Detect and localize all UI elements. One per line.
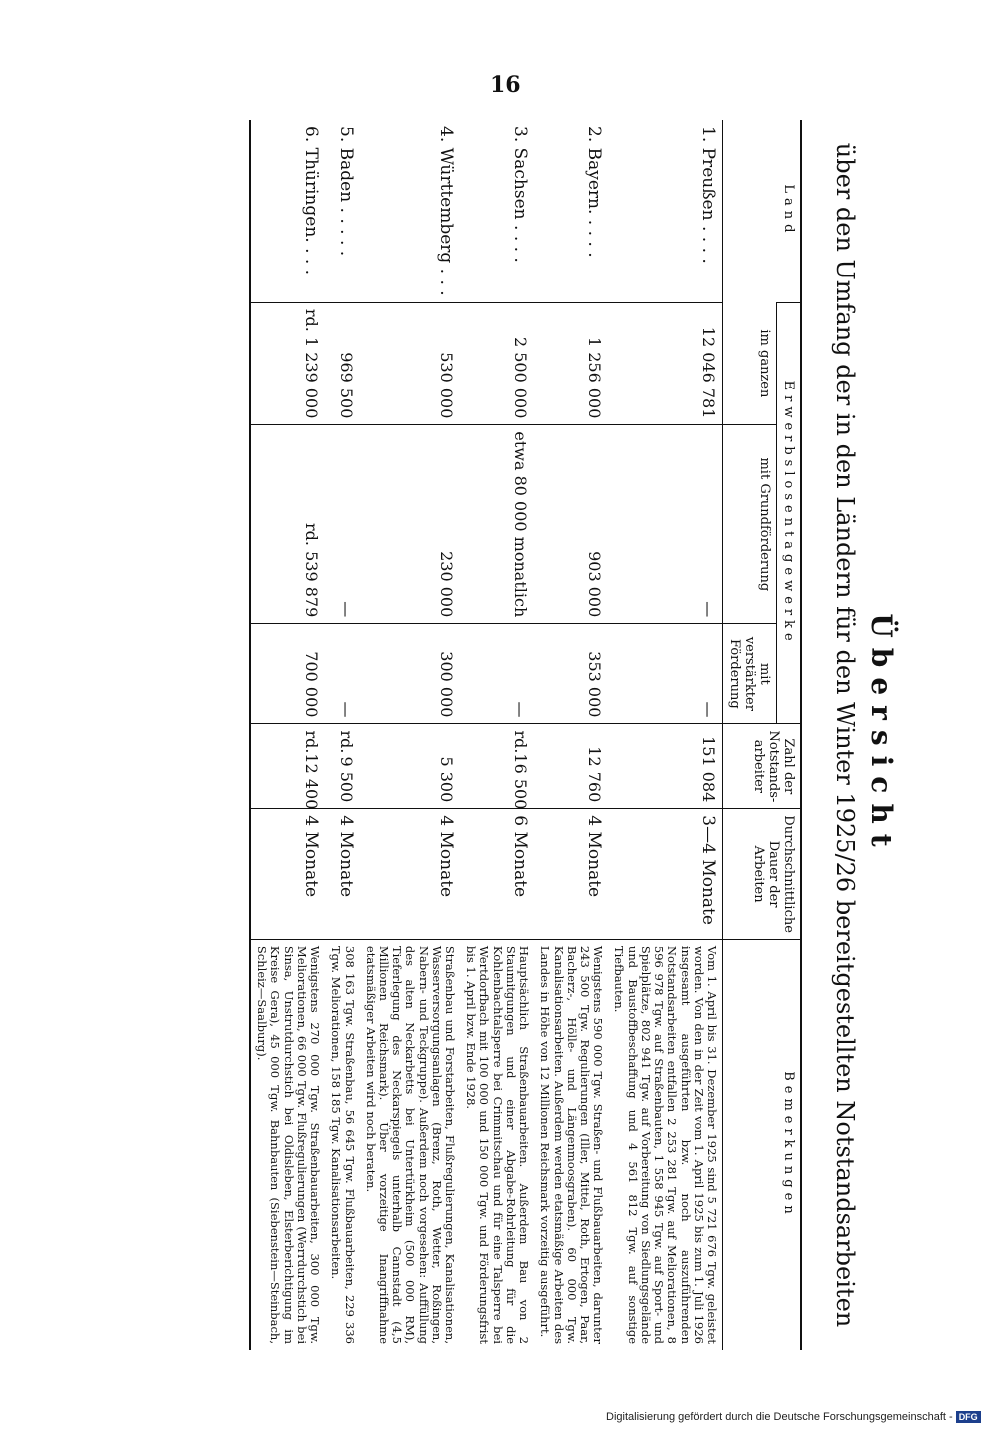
land-cell	[325, 120, 359, 302]
im-ganzen-cell	[534, 302, 608, 425]
col-zahl: Zahl der Notstandsarbeiter	[723, 724, 802, 809]
verstaerkte-cell-text: —	[699, 701, 718, 718]
grundfoerderung-cell-text: —	[699, 601, 718, 618]
page-subtitle: über den Umfang der in den Ländern für den Winter 1925/26 bereitgestellten Notstandsarbeiten	[831, 142, 859, 1328]
grundfoerderung-cell-text: 903 000	[585, 551, 605, 618]
im-ganzen-cell	[608, 302, 722, 425]
verstaerkte-cell	[460, 624, 534, 724]
im-ganzen-cell	[325, 302, 359, 425]
col-land: Land	[723, 120, 802, 302]
bemerkungen-cell-text: Vom 1. April bis 31. Dezember 1925 sind 5 721 676 Tgw. geleistet worden. Von den in der Zeit vom 1. April 1925 bis zum 1. Juli 1926 insgesamt ausgeführten bzw. noch auszuführenden Notstandsarbeiten entfallen 2 253 281 Tgw. auf Meliorationen, 8 596 978 Tgw. auf Straßenbauten, 1 558 945 Tgw. auf Sport- und Spielplätze, 802 941 Tgw. auf Vorbereitung von Siedlungsgelände und Baustoffbeschaffung und 4 561 812 Tgw. auf sonstige Tiefbauten.	[612, 945, 719, 1344]
col-group-erwerbslose: Erwerbslosentagewerke	[777, 302, 802, 724]
dauer-cell	[460, 809, 534, 940]
dauer-cell-text: 3—4 Monate	[698, 815, 718, 925]
col-dauer: Durchschnittliche Dauer der Arbeiten	[723, 809, 802, 940]
dauer-cell-text: 4 Monate	[301, 815, 322, 898]
dauer-cell-text: 4 Monate	[335, 815, 356, 898]
bemerkungen-cell	[608, 939, 722, 1350]
land-cell-text: 3. Sachsen . . . .	[510, 126, 531, 263]
bemerkungen-cell	[325, 939, 359, 1350]
rotated-table-sheet	[112, 120, 902, 1350]
dauer-cell	[250, 809, 325, 940]
grundfoerderung-cell	[360, 425, 461, 624]
heading	[831, 120, 902, 1350]
land-cell	[534, 120, 608, 302]
im-ganzen-cell-text: 12 046 781	[699, 326, 718, 419]
zahl-cell	[360, 724, 461, 809]
land-cell-text: 6. Thüringen. . . .	[301, 126, 322, 276]
table-row	[534, 120, 608, 1350]
zahl-cell	[608, 724, 722, 809]
col-bemerkungen: Bemerkungen	[723, 939, 802, 1350]
land-cell-text: 1. Preußen . . . .	[698, 126, 718, 264]
verstaerkte-cell-text: 353 000	[585, 651, 605, 718]
dfg-logo: DFG	[956, 1411, 981, 1423]
zahl-prefix: rd.	[302, 730, 322, 754]
bemerkungen-cell	[460, 939, 534, 1350]
im-ganzen-cell-text: 969 500	[336, 352, 356, 419]
bemerkungen-cell-text: Wenigstens 590 000 Tgw. Straßen- und Flußbauarbeiten, darunter 243 500 Tgw. Regulierungen (Iller, Mittel, Roth, Ertogen, Paar, Bacherz-, Hölle- und Längenmoosgraben). 60 000 Tgw. Kanalisationsarbeiten. Außerdem werden etatsmäßige Arbeiten des Landes in Höhe von 12 Millionen Reichsmark vorzeitig ausgeführt.	[538, 945, 606, 1344]
verstaerkte-cell-text: 300 000	[437, 651, 457, 718]
grundfoerderung-cell-text: etwa 80 000 monatlich	[511, 431, 531, 618]
land-cell	[460, 120, 534, 302]
verstaerkte-cell	[250, 624, 325, 724]
im-ganzen-cell	[460, 302, 534, 425]
verstaerkte-cell	[534, 624, 608, 724]
land-cell	[250, 120, 325, 302]
grundfoerderung-cell-text: rd. 539 879	[302, 523, 322, 618]
zahl-cell-text: 12 760	[585, 746, 605, 803]
verstaerkte-cell	[608, 624, 722, 724]
im-ganzen-cell-text: 530 000	[437, 352, 457, 419]
zahl-cell	[534, 724, 608, 809]
zahl-cell	[250, 724, 325, 809]
grundfoerderung-cell	[250, 425, 325, 624]
grundfoerderung-cell-text: 230 000	[437, 551, 457, 618]
dauer-cell-text: 4 Monate	[584, 815, 605, 898]
table-row	[608, 120, 722, 1350]
page-title: Übersicht	[865, 613, 898, 857]
zahl-cell	[460, 724, 534, 809]
verstaerkte-cell-text: 700 000	[302, 651, 322, 718]
zahl-cell-text: 151 084	[699, 736, 718, 803]
bemerkungen-cell	[534, 939, 608, 1350]
table-row	[325, 120, 359, 1350]
table-row	[460, 120, 534, 1350]
page-number: 16	[490, 72, 521, 98]
zahl-cell-text: 12 400	[302, 753, 322, 810]
col-grundfoerderung: mit Grundförderung	[723, 425, 777, 624]
dauer-cell	[534, 809, 608, 940]
grundfoerderung-cell	[460, 425, 534, 624]
bemerkungen-cell-text: 308 163 Tgw. Straßenbau, 56 645 Tgw. Flußbauarbeiten, 229 336 Tgw. Meliorationen, 158 185 Tgw. Kanalisationsarbeiten.	[329, 945, 357, 1344]
bemerkungen-cell-text: Wenigstens 270 000 Tgw. Straßenbauarbeiten, 300 000 Tgw. Meliorationen, 66 000 Tgw. Flußregulierungen (Werrdurchstich bei Sinsa, Unstrutdurchstich bei Oldisleben, Elsterberichtigung im Kreise Gera), 45 000 Tgw. Bahnbauten (Siebenstein—Steinbach, Schleiz—Saalburg).	[255, 945, 323, 1344]
land-cell-text: 4. Württemberg . . .	[436, 126, 457, 296]
footer-text: Digitalisierung gefördert durch die Deutsche Forschungsgemeinschaft -	[606, 1411, 953, 1423]
land-cell-text: 5. Baden . . . . .	[335, 126, 356, 257]
land-cell	[360, 120, 461, 302]
zahl-prefix: rd.	[336, 730, 356, 754]
dauer-cell	[360, 809, 461, 940]
zahl-cell-text: 9 500	[336, 756, 356, 803]
overview-table	[249, 120, 802, 1350]
zahl-prefix: rd.	[511, 730, 531, 754]
verstaerkte-cell-text: —	[336, 701, 356, 718]
col-im-ganzen: im ganzen	[723, 302, 777, 425]
land-cell-text: 2. Bayern. . . . .	[584, 126, 605, 258]
grundfoerderung-cell-text: —	[336, 601, 356, 618]
land-cell	[608, 120, 722, 302]
im-ganzen-cell-text: 1 256 000	[585, 336, 605, 419]
zahl-cell-text: 16 500	[511, 753, 531, 810]
grundfoerderung-cell	[608, 425, 722, 624]
table-row	[360, 120, 461, 1350]
bemerkungen-cell-text: Hauptsächlich Straßenbauarbeiten. Außerdem Bau von 2 Staumitgungen und einer Abgabe-Rohrleitung für die Kohlenbachtalsperre bei Crimmitschau und für eine Talsperre bei Wertdorfbach mit 100 000 und 150 000 Tgw. und Förderungsfrist bis 1. April bzw. Ende 1928.	[464, 945, 532, 1344]
col-verstaerkte-foerderung: mit verstärkter Förderung	[723, 624, 777, 724]
bemerkungen-cell	[360, 939, 461, 1350]
dauer-cell	[608, 809, 722, 940]
im-ganzen-cell-text: 2 500 000	[511, 336, 531, 419]
verstaerkte-cell	[360, 624, 461, 724]
verstaerkte-cell-text: —	[511, 701, 531, 718]
dauer-cell	[325, 809, 359, 940]
zahl-cell-text: 5 300	[437, 756, 457, 803]
footer	[606, 1411, 981, 1423]
grundfoerderung-cell	[325, 425, 359, 624]
im-ganzen-cell-text: rd. 1 239 000	[302, 308, 322, 419]
dauer-cell-text: 6 Monate	[510, 815, 531, 898]
grundfoerderung-cell	[534, 425, 608, 624]
bemerkungen-cell-text: Straßenbau und Forstarbeiten, Flußregulierungen, Kanalisationen, Wasserversorgungsanlagen (Brenz, Roth, Wetter, Roßingen, Nabern- und Teckgruppe). Außerdem noch vorgesehen: Auffüllung des alten Neckarbetts bei Untertürkheim (500 000 RM), Tieferlegung des Neckarspiegels unterhalb Cannstadt (4,5 Millionen Reichsmark). Über vorzeitige Inangriffnahme etatsmäßiger Arbeiten wird noch beraten.	[363, 945, 458, 1344]
im-ganzen-cell	[250, 302, 325, 425]
verstaerkte-cell	[325, 624, 359, 724]
im-ganzen-cell	[360, 302, 461, 425]
zahl-cell	[325, 724, 359, 809]
table-row	[250, 120, 325, 1350]
dauer-cell-text: 4 Monate	[436, 815, 457, 898]
bemerkungen-cell	[250, 939, 325, 1350]
